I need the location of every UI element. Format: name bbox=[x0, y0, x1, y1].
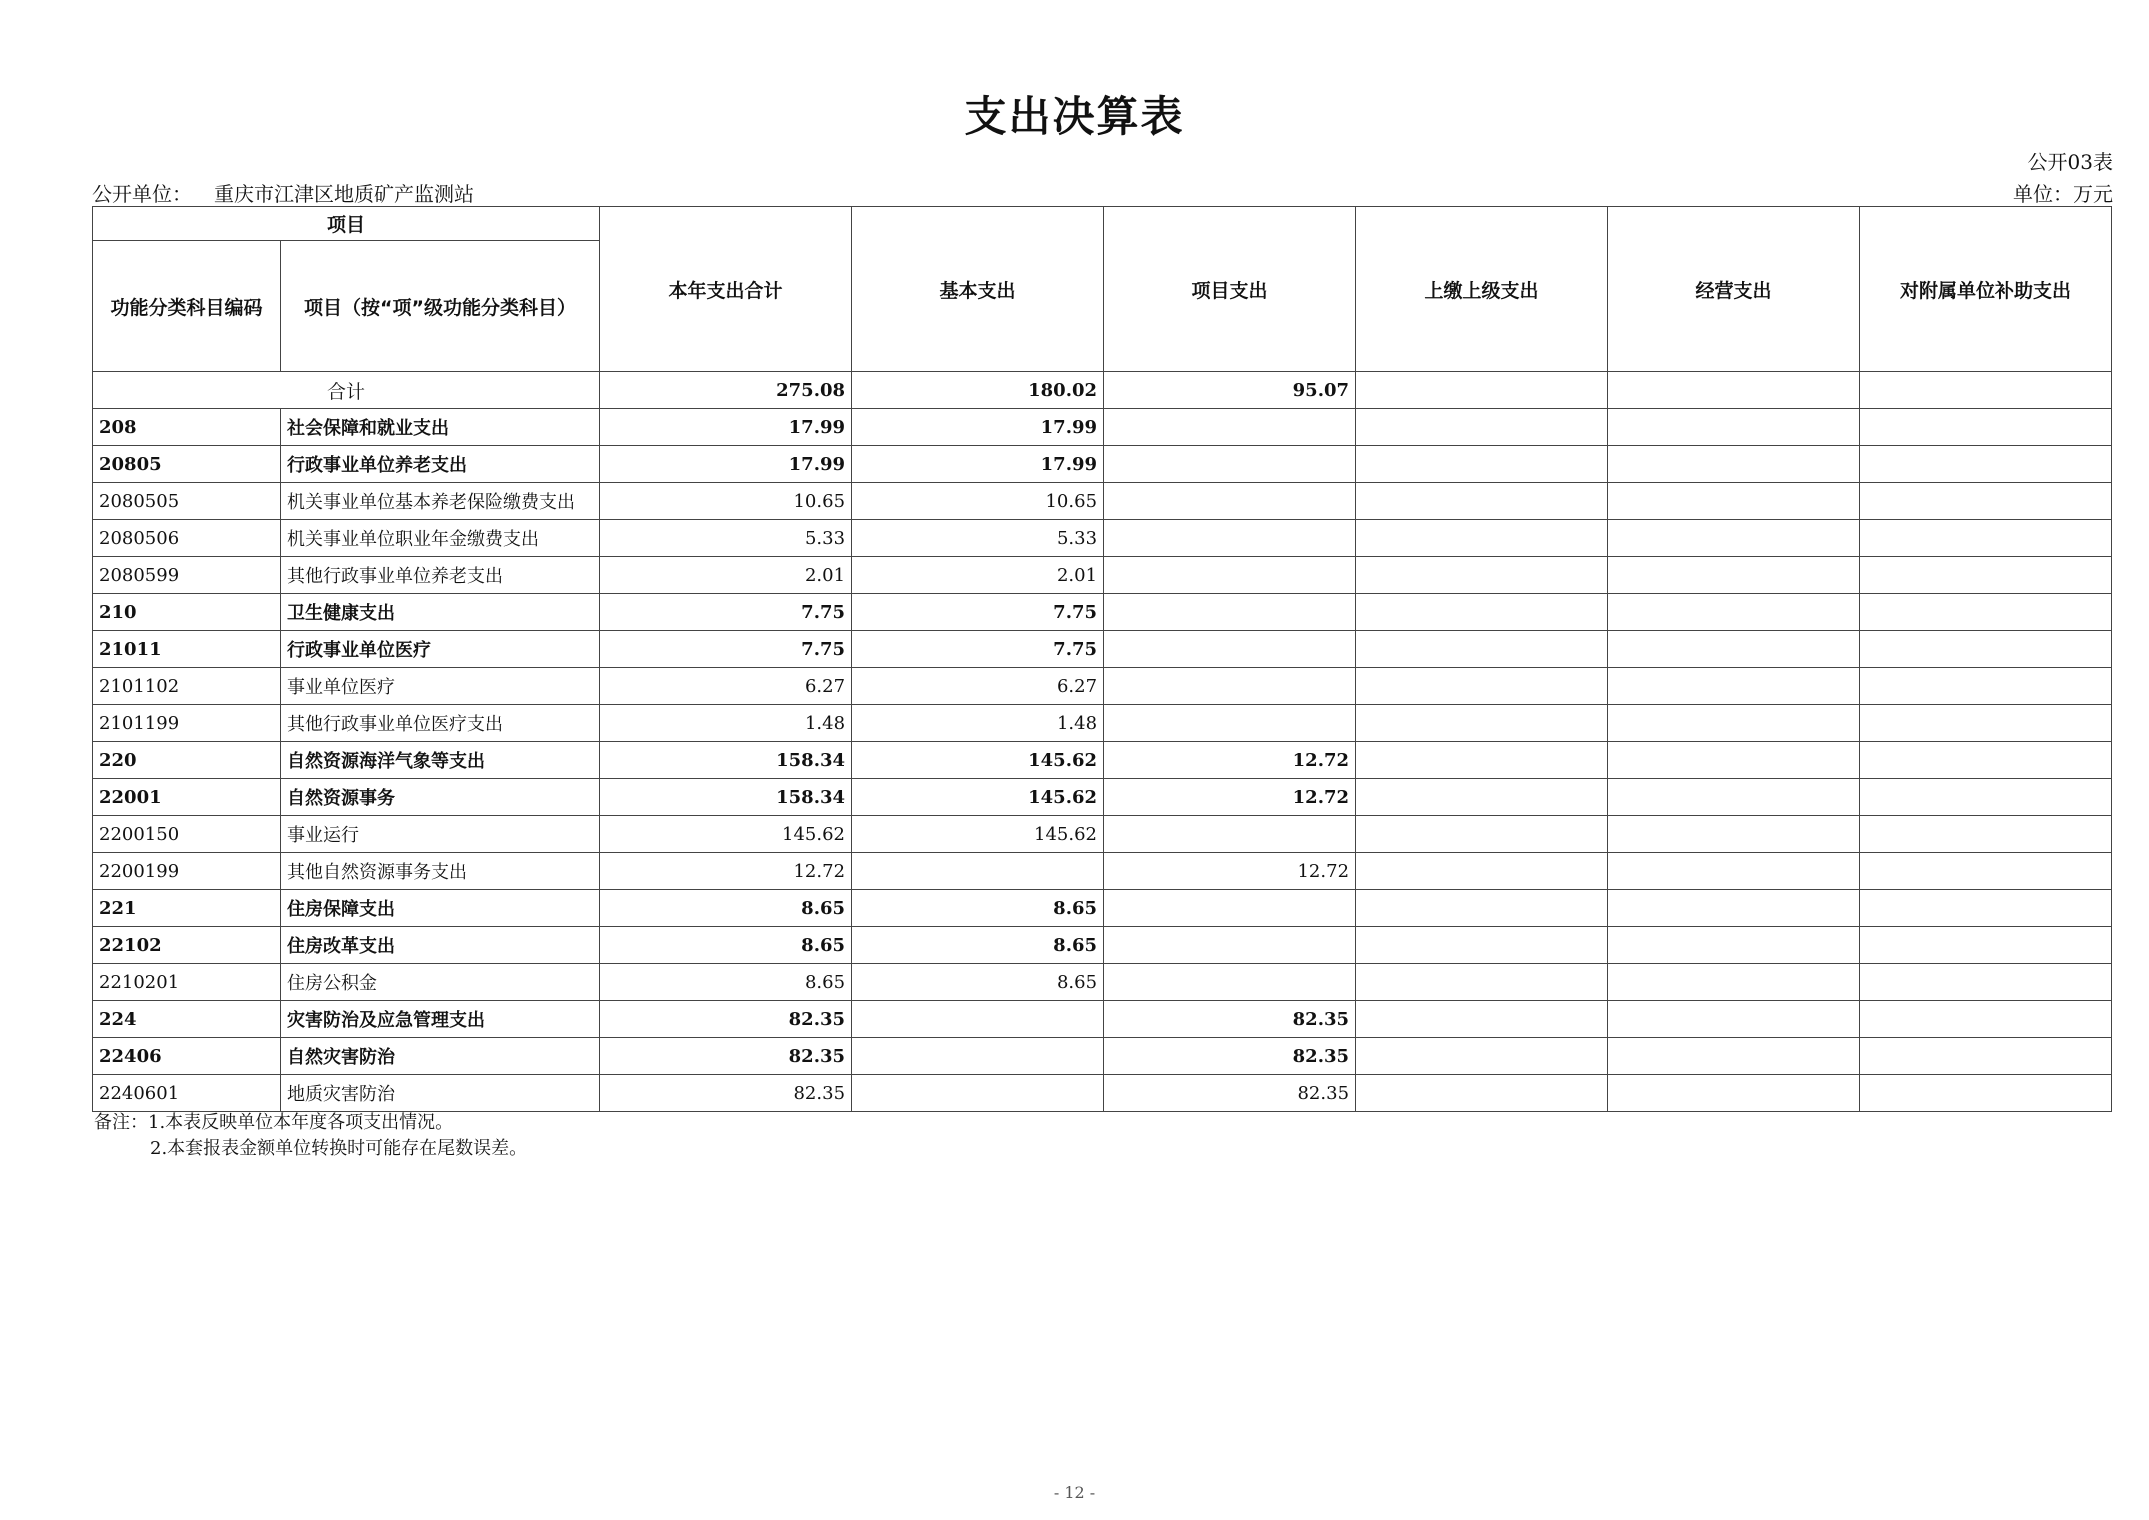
cell-total: 158.34 bbox=[600, 779, 852, 816]
cell-subsidy bbox=[1860, 1075, 2112, 1112]
cell-operating bbox=[1608, 1038, 1860, 1075]
cell-project: 12.72 bbox=[1104, 779, 1356, 816]
cell-operating bbox=[1608, 483, 1860, 520]
cell-total: 158.34 bbox=[600, 742, 852, 779]
cell-basic bbox=[852, 853, 1104, 890]
table-row bbox=[93, 742, 2112, 779]
header-remit: 上缴上级支出 bbox=[1356, 207, 1608, 372]
cell-operating bbox=[1608, 853, 1860, 890]
org-name: 重庆市江津区地质矿产监测站 bbox=[214, 182, 474, 206]
cell-project: 82.35 bbox=[1104, 1038, 1356, 1075]
cell-project: 82.35 bbox=[1104, 1001, 1356, 1038]
cell-project bbox=[1104, 705, 1356, 742]
cell-project bbox=[1104, 668, 1356, 705]
cell-project bbox=[1104, 631, 1356, 668]
cell-remit bbox=[1356, 1038, 1608, 1075]
cell-name: 行政事业单位医疗 bbox=[281, 631, 600, 668]
total-remit bbox=[1356, 372, 1608, 409]
total-sum: 275.08 bbox=[600, 372, 852, 409]
cell-remit bbox=[1356, 816, 1608, 853]
cell-remit bbox=[1356, 557, 1608, 594]
header-subsidy: 对附属单位补助支出 bbox=[1860, 207, 2112, 372]
cell-total: 82.35 bbox=[600, 1038, 852, 1075]
table-row bbox=[93, 816, 2112, 853]
cell-code: 20805 bbox=[93, 446, 281, 483]
cell-code: 224 bbox=[93, 1001, 281, 1038]
total-row bbox=[93, 372, 2112, 409]
cell-total: 82.35 bbox=[600, 1075, 852, 1112]
form-number: 公开03表 bbox=[2027, 150, 2113, 174]
cell-basic bbox=[852, 1075, 1104, 1112]
cell-name: 自然资源海洋气象等支出 bbox=[281, 742, 600, 779]
cell-operating bbox=[1608, 409, 1860, 446]
cell-project: 12.72 bbox=[1104, 853, 1356, 890]
note-2: 2.本套报表金额单位转换时可能存在尾数误差。 bbox=[150, 1138, 528, 1159]
cell-basic: 17.99 bbox=[852, 446, 1104, 483]
cell-subsidy bbox=[1860, 1038, 2112, 1075]
cell-name: 住房保障支出 bbox=[281, 890, 600, 927]
cell-total: 7.75 bbox=[600, 631, 852, 668]
table-row bbox=[93, 446, 2112, 483]
cell-total: 17.99 bbox=[600, 409, 852, 446]
total-project: 95.07 bbox=[1104, 372, 1356, 409]
cell-operating bbox=[1608, 557, 1860, 594]
cell-basic: 8.65 bbox=[852, 890, 1104, 927]
cell-name: 行政事业单位养老支出 bbox=[281, 446, 600, 483]
total-subsidy bbox=[1860, 372, 2112, 409]
header-operating: 经营支出 bbox=[1608, 207, 1860, 372]
cell-remit bbox=[1356, 964, 1608, 1001]
cell-subsidy bbox=[1860, 409, 2112, 446]
cell-basic bbox=[852, 1001, 1104, 1038]
table-row bbox=[93, 964, 2112, 1001]
cell-code: 2200150 bbox=[93, 816, 281, 853]
cell-subsidy bbox=[1860, 816, 2112, 853]
header-code: 功能分类科目编码 bbox=[93, 241, 281, 372]
cell-name: 社会保障和就业支出 bbox=[281, 409, 600, 446]
cell-operating bbox=[1608, 742, 1860, 779]
cell-operating bbox=[1608, 1075, 1860, 1112]
header-name: 项目（按“项”级功能分类科目） bbox=[281, 241, 600, 372]
cell-subsidy bbox=[1860, 779, 2112, 816]
cell-code: 210 bbox=[93, 594, 281, 631]
cell-code: 2101102 bbox=[93, 668, 281, 705]
cell-code: 220 bbox=[93, 742, 281, 779]
cell-code: 22102 bbox=[93, 927, 281, 964]
cell-project: 12.72 bbox=[1104, 742, 1356, 779]
cell-subsidy bbox=[1860, 483, 2112, 520]
cell-remit bbox=[1356, 483, 1608, 520]
cell-remit bbox=[1356, 409, 1608, 446]
cell-project bbox=[1104, 483, 1356, 520]
cell-subsidy bbox=[1860, 520, 2112, 557]
cell-total: 17.99 bbox=[600, 446, 852, 483]
cell-name: 事业运行 bbox=[281, 816, 600, 853]
cell-name: 住房公积金 bbox=[281, 964, 600, 1001]
table-row bbox=[93, 594, 2112, 631]
cell-name: 其他行政事业单位医疗支出 bbox=[281, 705, 600, 742]
cell-subsidy bbox=[1860, 446, 2112, 483]
cell-basic: 145.62 bbox=[852, 742, 1104, 779]
cell-operating bbox=[1608, 964, 1860, 1001]
header-total: 本年支出合计 bbox=[600, 207, 852, 372]
cell-name: 机关事业单位职业年金缴费支出 bbox=[281, 520, 600, 557]
cell-total: 10.65 bbox=[600, 483, 852, 520]
cell-operating bbox=[1608, 890, 1860, 927]
cell-project bbox=[1104, 927, 1356, 964]
cell-code: 208 bbox=[93, 409, 281, 446]
cell-project bbox=[1104, 520, 1356, 557]
cell-name: 自然资源事务 bbox=[281, 779, 600, 816]
cell-remit bbox=[1356, 890, 1608, 927]
cell-operating bbox=[1608, 446, 1860, 483]
cell-total: 82.35 bbox=[600, 1001, 852, 1038]
cell-name: 住房改革支出 bbox=[281, 927, 600, 964]
cell-name: 自然灾害防治 bbox=[281, 1038, 600, 1075]
cell-basic: 145.62 bbox=[852, 779, 1104, 816]
cell-total: 6.27 bbox=[600, 668, 852, 705]
cell-name: 地质灾害防治 bbox=[281, 1075, 600, 1112]
cell-subsidy bbox=[1860, 964, 2112, 1001]
cell-basic: 8.65 bbox=[852, 927, 1104, 964]
total-operating bbox=[1608, 372, 1860, 409]
unit-label: 公开单位： bbox=[92, 182, 192, 206]
cell-code: 2080599 bbox=[93, 557, 281, 594]
page-title: 支出决算表 bbox=[964, 92, 1185, 141]
table-row bbox=[93, 520, 2112, 557]
expenditure-table bbox=[92, 206, 2112, 1112]
table-row bbox=[93, 1038, 2112, 1075]
cell-operating bbox=[1608, 594, 1860, 631]
cell-project bbox=[1104, 409, 1356, 446]
cell-subsidy bbox=[1860, 557, 2112, 594]
cell-name: 事业单位医疗 bbox=[281, 668, 600, 705]
cell-subsidy bbox=[1860, 705, 2112, 742]
reporting-unit bbox=[92, 178, 474, 207]
cell-project bbox=[1104, 594, 1356, 631]
cell-total: 8.65 bbox=[600, 890, 852, 927]
cell-basic: 6.27 bbox=[852, 668, 1104, 705]
cell-basic: 7.75 bbox=[852, 594, 1104, 631]
cell-code: 2101199 bbox=[93, 705, 281, 742]
header-project: 项目支出 bbox=[1104, 207, 1356, 372]
cell-operating bbox=[1608, 816, 1860, 853]
cell-total: 5.33 bbox=[600, 520, 852, 557]
cell-operating bbox=[1608, 631, 1860, 668]
cell-subsidy bbox=[1860, 594, 2112, 631]
cell-project bbox=[1104, 557, 1356, 594]
cell-basic: 17.99 bbox=[852, 409, 1104, 446]
cell-project bbox=[1104, 816, 1356, 853]
cell-subsidy bbox=[1860, 742, 2112, 779]
cell-remit bbox=[1356, 1075, 1608, 1112]
cell-total: 8.65 bbox=[600, 927, 852, 964]
total-basic: 180.02 bbox=[852, 372, 1104, 409]
cell-remit bbox=[1356, 742, 1608, 779]
cell-remit bbox=[1356, 520, 1608, 557]
cell-project bbox=[1104, 890, 1356, 927]
cell-remit bbox=[1356, 1001, 1608, 1038]
cell-operating bbox=[1608, 668, 1860, 705]
cell-subsidy bbox=[1860, 631, 2112, 668]
cell-total: 2.01 bbox=[600, 557, 852, 594]
table-row bbox=[93, 705, 2112, 742]
notes bbox=[94, 1110, 527, 1162]
cell-remit bbox=[1356, 668, 1608, 705]
cell-code: 22406 bbox=[93, 1038, 281, 1075]
cell-total: 12.72 bbox=[600, 853, 852, 890]
cell-code: 2080505 bbox=[93, 483, 281, 520]
cell-code: 2080506 bbox=[93, 520, 281, 557]
cell-name: 其他自然资源事务支出 bbox=[281, 853, 600, 890]
cell-project bbox=[1104, 446, 1356, 483]
table-row bbox=[93, 483, 2112, 520]
page-number: - 12 - bbox=[1053, 1483, 1096, 1502]
currency-unit: 单位：万元 bbox=[2013, 182, 2113, 206]
cell-basic: 8.65 bbox=[852, 964, 1104, 1001]
cell-operating bbox=[1608, 1001, 1860, 1038]
cell-basic: 2.01 bbox=[852, 557, 1104, 594]
cell-remit bbox=[1356, 779, 1608, 816]
cell-name: 卫生健康支出 bbox=[281, 594, 600, 631]
cell-total: 7.75 bbox=[600, 594, 852, 631]
cell-total: 145.62 bbox=[600, 816, 852, 853]
cell-total: 1.48 bbox=[600, 705, 852, 742]
table-row bbox=[93, 853, 2112, 890]
cell-remit bbox=[1356, 631, 1608, 668]
cell-basic: 10.65 bbox=[852, 483, 1104, 520]
table-row bbox=[93, 1075, 2112, 1112]
cell-code: 2240601 bbox=[93, 1075, 281, 1112]
table-row bbox=[93, 668, 2112, 705]
cell-basic: 7.75 bbox=[852, 631, 1104, 668]
table-row bbox=[93, 927, 2112, 964]
cell-operating bbox=[1608, 520, 1860, 557]
cell-project bbox=[1104, 964, 1356, 1001]
cell-remit bbox=[1356, 594, 1608, 631]
cell-name: 机关事业单位基本养老保险缴费支出 bbox=[281, 483, 600, 520]
cell-remit bbox=[1356, 705, 1608, 742]
cell-basic: 145.62 bbox=[852, 816, 1104, 853]
cell-code: 221 bbox=[93, 890, 281, 927]
cell-basic: 1.48 bbox=[852, 705, 1104, 742]
cell-basic: 5.33 bbox=[852, 520, 1104, 557]
cell-basic bbox=[852, 1038, 1104, 1075]
cell-code: 22001 bbox=[93, 779, 281, 816]
cell-code: 2200199 bbox=[93, 853, 281, 890]
table-row bbox=[93, 890, 2112, 927]
cell-subsidy bbox=[1860, 927, 2112, 964]
cell-operating bbox=[1608, 779, 1860, 816]
cell-operating bbox=[1608, 927, 1860, 964]
table-row bbox=[93, 779, 2112, 816]
cell-subsidy bbox=[1860, 890, 2112, 927]
cell-name: 其他行政事业单位养老支出 bbox=[281, 557, 600, 594]
note-1: 备注：1.本表反映单位本年度各项支出情况。 bbox=[94, 1112, 454, 1133]
cell-remit bbox=[1356, 927, 1608, 964]
total-label: 合计 bbox=[93, 372, 600, 409]
cell-subsidy bbox=[1860, 668, 2112, 705]
cell-project: 82.35 bbox=[1104, 1075, 1356, 1112]
table-row bbox=[93, 1001, 2112, 1038]
cell-remit bbox=[1356, 446, 1608, 483]
cell-subsidy bbox=[1860, 853, 2112, 890]
header-item-group: 项目 bbox=[93, 207, 600, 241]
table-row bbox=[93, 409, 2112, 446]
cell-name: 灾害防治及应急管理支出 bbox=[281, 1001, 600, 1038]
cell-subsidy bbox=[1860, 1001, 2112, 1038]
table-row bbox=[93, 557, 2112, 594]
cell-operating bbox=[1608, 705, 1860, 742]
cell-total: 8.65 bbox=[600, 964, 852, 1001]
cell-remit bbox=[1356, 853, 1608, 890]
header-basic: 基本支出 bbox=[852, 207, 1104, 372]
cell-code: 2210201 bbox=[93, 964, 281, 1001]
table-row bbox=[93, 631, 2112, 668]
cell-code: 21011 bbox=[93, 631, 281, 668]
